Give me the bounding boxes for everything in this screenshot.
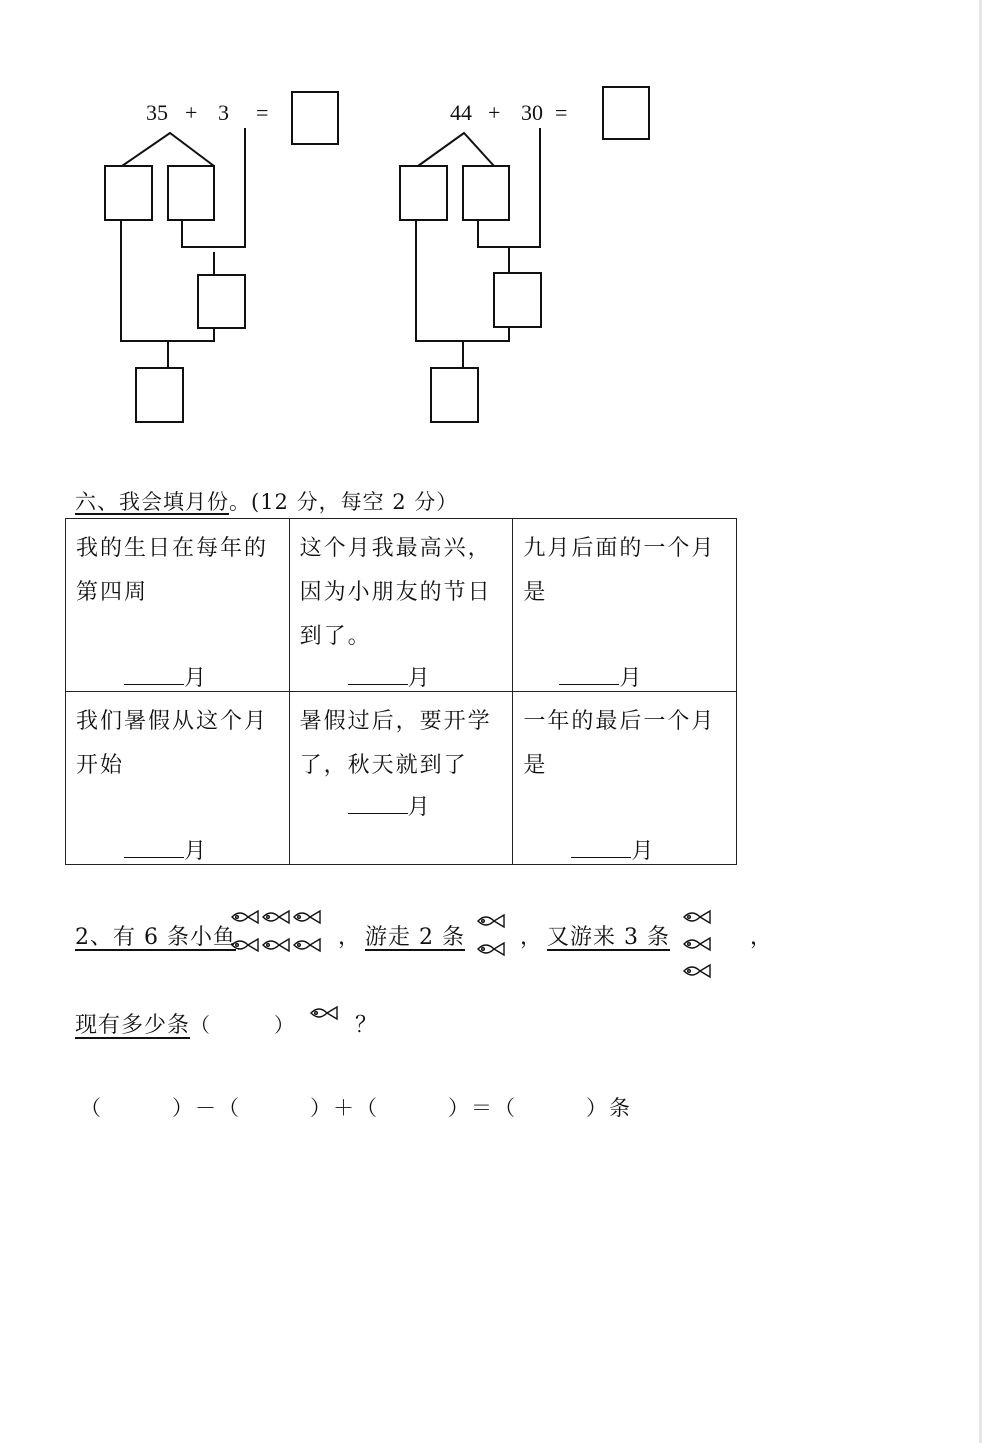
split-box-2b	[463, 166, 509, 220]
question-2-ask	[75, 1008, 295, 1039]
sum-box-2	[494, 273, 541, 327]
month-blank[interactable]	[124, 834, 206, 865]
fish-group-two	[474, 912, 508, 960]
split-box-1a	[105, 166, 152, 220]
question-2-text1: 2、有 6 条小鱼	[75, 925, 236, 950]
split-box-2a	[400, 166, 447, 220]
month-blank[interactable]	[348, 661, 430, 692]
fish-group-six	[230, 908, 325, 956]
fish-icon	[478, 915, 504, 927]
question-2-comma2: ，	[520, 925, 544, 950]
eq2-op: +	[488, 100, 501, 125]
answer-box-1	[292, 92, 338, 144]
month-unit: 月	[184, 666, 207, 691]
fish-icon	[307, 1004, 341, 1024]
month-cell	[513, 692, 737, 865]
question-2-comma3: ，	[750, 925, 774, 950]
result-box-1	[136, 368, 183, 422]
question-2-part1	[75, 920, 236, 951]
eq2-right: 30	[521, 100, 543, 125]
month-cell-text: 我们暑假从这个月开始	[76, 709, 269, 778]
question-2-part2	[365, 920, 465, 951]
month-blank[interactable]	[124, 661, 206, 692]
month-cell-text: 九月后面的一个月是	[523, 536, 716, 605]
fish-group-three	[680, 908, 714, 984]
sum-box-1	[198, 275, 245, 328]
month-unit: 月	[184, 839, 207, 864]
eq1-right: 3	[218, 100, 229, 125]
fish-icon	[478, 943, 504, 955]
fish-icon	[263, 911, 289, 923]
month-blank[interactable]	[559, 661, 641, 692]
month-cell-text: 我的生日在每年的第四周	[76, 536, 269, 605]
fish-icon	[232, 911, 258, 923]
month-cell	[66, 519, 290, 692]
fish-icon	[684, 938, 710, 950]
question-2-comma1: ，	[338, 925, 362, 950]
question-2-ask-text: 现有多少条	[75, 1013, 191, 1038]
month-cell	[289, 692, 513, 865]
eq2-equals: =	[555, 100, 568, 125]
formula-line[interactable]: （ ）－（ ）＋（ ）＝（ ）条	[80, 1096, 632, 1120]
fish-icon	[232, 939, 258, 951]
month-unit: 月	[407, 666, 430, 691]
months-table	[65, 518, 737, 865]
month-unit: 月	[631, 839, 654, 864]
eq1-left: 35	[146, 100, 168, 125]
month-cell-text: 一年的最后一个月是	[523, 709, 716, 778]
split-line-2	[418, 133, 494, 166]
section-6-score: 。(12 分，每空 2 分）	[229, 490, 459, 514]
month-blank[interactable]	[348, 790, 430, 821]
eq2-left: 44	[450, 100, 472, 125]
month-cell-text: 这个月我最高兴，因为小朋友的节日到了。	[299, 536, 492, 649]
fish-icon	[294, 911, 320, 923]
answer-paren[interactable]: （ ）	[190, 1013, 296, 1037]
question-2-text3: 又游来 3 条	[547, 925, 670, 950]
answer-box-2	[603, 87, 649, 139]
section-6-title: 六、我会填月份	[75, 490, 229, 514]
month-unit: 月	[619, 666, 642, 691]
fish-icon	[684, 911, 710, 923]
result-box-2	[431, 368, 478, 422]
eq1-equals: =	[256, 100, 269, 125]
decomposition-diagrams	[0, 0, 982, 470]
month-cell-text: 暑假过后，要开学了，秋天就到了	[299, 709, 492, 778]
fish-icon	[684, 965, 710, 977]
fish-icon	[263, 939, 289, 951]
eq1-op: +	[185, 100, 198, 125]
question-2-text2: 游走 2 条	[365, 925, 465, 950]
month-cell	[513, 519, 737, 692]
split-box-1b	[168, 166, 214, 220]
section-6-heading	[75, 486, 458, 516]
month-cell	[289, 519, 513, 692]
question-2-ask-mark: ？	[355, 1013, 379, 1038]
month-unit: 月	[407, 795, 430, 820]
month-cell	[66, 692, 290, 865]
month-blank[interactable]	[571, 834, 653, 865]
fish-icon	[294, 939, 320, 951]
question-2-part3	[547, 920, 670, 951]
split-line-1	[122, 133, 214, 166]
